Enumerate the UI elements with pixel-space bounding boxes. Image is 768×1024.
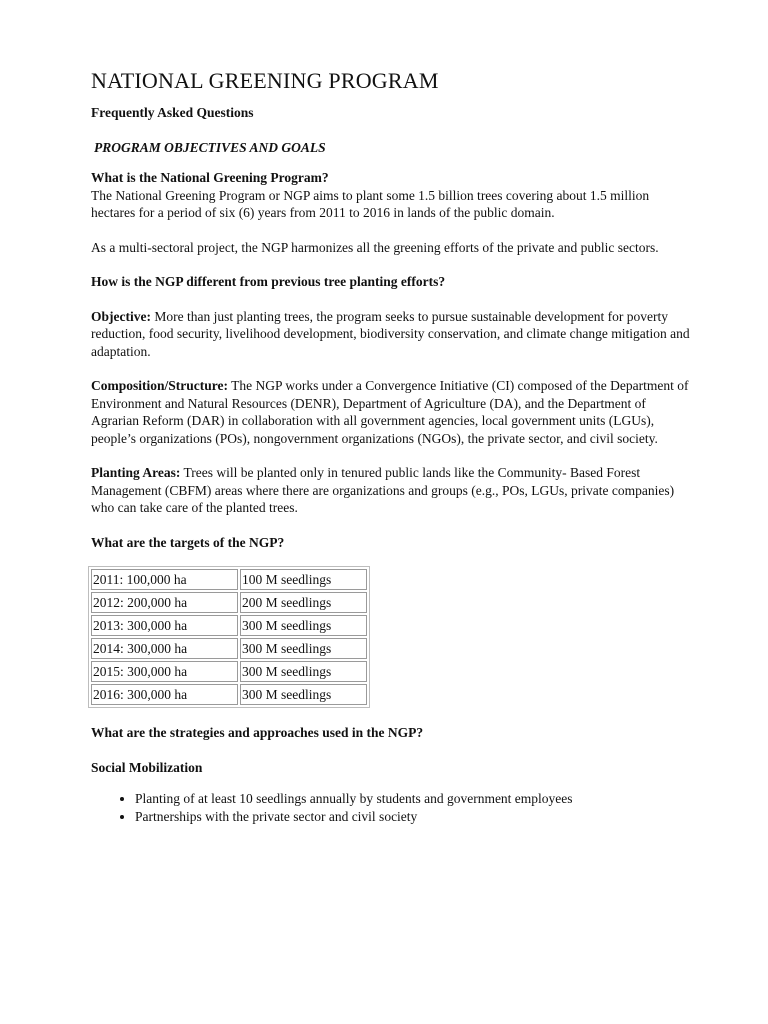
answer-what-is-ngp: The National Greening Program or NGP aims to plant some 1.5 billion trees covering about 1.5 million hectares for a period of six (6) years from 2011 to 2016 in lands of the public domain. xyxy=(91,187,650,220)
answer-multi-sectoral: As a multi-sectoral project, the NGP harmonizes all the greening efforts of the private and public sectors. xyxy=(91,239,659,255)
question-what-is-ngp: What is the National Greening Program? xyxy=(91,170,329,185)
table-cell-seedlings: 300 M seedlings xyxy=(240,684,367,705)
table-cell-year-area: 2014: 300,000 ha xyxy=(91,638,238,659)
page-title: NATIONAL GREENING PROGRAM xyxy=(91,68,439,93)
table-cell-year-area: 2011: 100,000 ha xyxy=(91,569,238,590)
composition-label: Composition/Structure: xyxy=(91,378,228,393)
table-cell-seedlings: 300 M seedlings xyxy=(240,615,367,636)
table-row xyxy=(91,569,367,590)
table-cell-year-area: 2013: 300,000 ha xyxy=(91,615,238,636)
objective-paragraph xyxy=(91,308,691,361)
social-mobilization-heading: Social Mobilization xyxy=(91,759,203,775)
table-row xyxy=(91,615,367,636)
list-item: • Planting of at least 10 seedlings annually by students and government employees xyxy=(135,790,691,808)
table-cell-seedlings: 300 M seedlings xyxy=(240,661,367,682)
question-how-different: How is the NGP different from previous tree planting efforts? xyxy=(91,274,446,289)
table-cell-seedlings: 300 M seedlings xyxy=(240,638,367,659)
table-row xyxy=(91,661,367,682)
objective-label: Objective: xyxy=(91,308,151,324)
question-targets: What are the targets of the NGP? xyxy=(91,534,285,550)
table-cell-year-area: 2012: 200,000 ha xyxy=(91,592,238,613)
section-heading: PROGRAM OBJECTIVES AND GOALS xyxy=(94,140,326,155)
table-cell-seedlings: 200 M seedlings xyxy=(240,592,367,613)
table-cell-year-area: 2015: 300,000 ha xyxy=(91,661,238,682)
list-item: • Partnerships with the private sector and civil society xyxy=(135,808,691,826)
strategies-list xyxy=(91,790,691,825)
document-subtitle: Frequently Asked Questions xyxy=(91,105,254,120)
table-cell-seedlings: 100 M seedlings xyxy=(240,569,367,590)
planting-areas-paragraph xyxy=(91,464,691,517)
composition-text: The NGP works under a Convergence Initiative (CI) composed of the Department of Environment and Natural Resources (DENR), Department of Agriculture (DA), and the Department of Agrarian Reform (DAR) in collaboration with all government agencies, local government units (LGUs), people’s organizations (POs), nongovernment organizations (NGOs), the private sector, and civil society. xyxy=(91,378,689,446)
document-page xyxy=(91,64,691,825)
objective-text: More than just planting trees, the program seeks to pursue sustainable development for poverty reduction, food security, livelihood development, biodiversity conservation, and climate change mitigation and adaptation. xyxy=(91,308,690,359)
composition-paragraph xyxy=(91,377,691,447)
table-row xyxy=(91,684,367,705)
table-cell-year-area: 2016: 300,000 ha xyxy=(91,684,238,705)
question-strategies: What are the strategies and approaches used in the NGP? xyxy=(91,725,424,740)
planting-areas-text: Trees will be planted only in tenured public lands like the Community- Based Forest Management (CBFM) areas where there are organizations and groups (e.g., POs, LGUs, private companies) who can take care of the planted trees. xyxy=(91,465,675,515)
planting-areas-label: Planting Areas: xyxy=(91,465,181,480)
table-row xyxy=(91,592,367,613)
targets-table xyxy=(88,566,370,708)
table-row xyxy=(91,638,367,659)
